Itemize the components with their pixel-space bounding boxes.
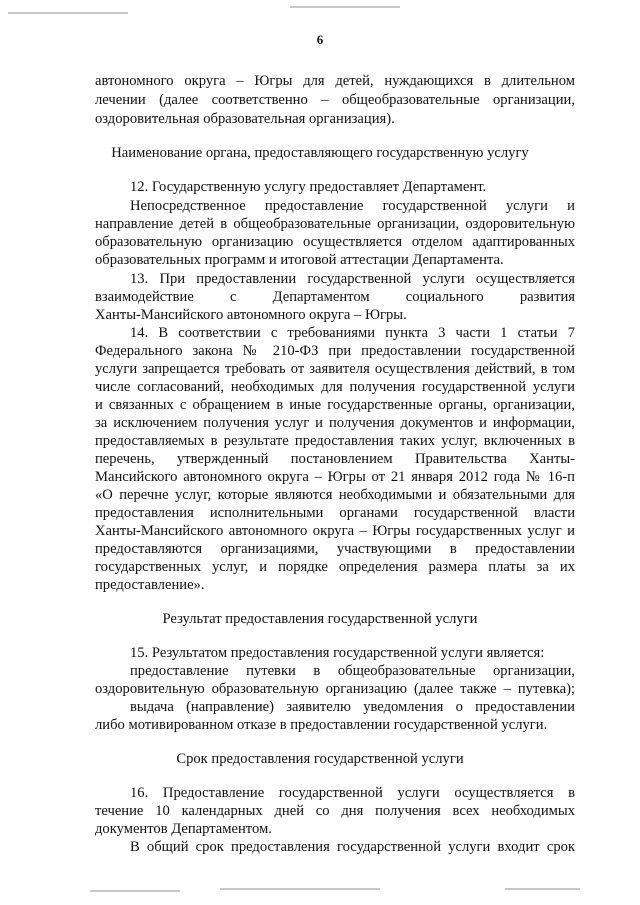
paragraph-line: предоставляются организациями, участвующими в предоставлении (95, 541, 575, 557)
paragraph-line: образовательную организацию осуществляется отделом адаптированных (95, 234, 575, 250)
paragraph-line: течение 10 календарных дней со дня получения всех необходимых (95, 803, 575, 819)
paragraph-line: услуги запрещается требовать от заявителя осуществления действий, в том (95, 361, 575, 377)
paragraph-line: предоставления исполнительными органами государственной власти (95, 505, 575, 521)
paragraph-line: взаимодействие с Департаментом социального развития (95, 289, 575, 305)
section-heading: Наименование органа, предоставляющего государственную услугу (111, 145, 529, 161)
paragraph-line: предоставление». (95, 577, 205, 593)
section-heading: Результат предоставления государственной услуги (162, 611, 478, 627)
paragraph-line: 13. При предоставлении государственной услуги осуществляется (130, 271, 575, 287)
paragraph-line: Ханты-Мансийского автономного округа – Югры. (95, 307, 407, 323)
paragraph-line: 14. В соответствии с требованиями пункта 3 части 1 статьи 7 (130, 325, 575, 341)
paragraph-line: Мансийского автономного округа – Югры от 21 января 2012 года № 16-п (95, 469, 575, 485)
paragraph-line: оздоровительная образовательная организация). (95, 111, 395, 127)
scan-artifact-bottom-center (220, 888, 380, 890)
paragraph-line: предоставляемых в результате предоставления таких услуг, включенных в (95, 433, 575, 449)
paragraph-line: направление детей в общеобразовательные организации, оздоровительную (95, 216, 575, 232)
paragraph-line: за исключением получения услуг и получения документов и информации, (95, 415, 575, 431)
page-number: 6 (316, 32, 324, 47)
paragraph-line: выдача (направление) заявителю уведомления о предоставлении (130, 699, 575, 715)
paragraph-line: лечении (далее соответственно – общеобразовательные организации, (95, 92, 575, 108)
paragraph-line: государственных услуг, и порядке определения размера платы за их (95, 559, 575, 575)
paragraph-line: оздоровительную образовательную организацию (далее также – путевка); (95, 681, 575, 697)
paragraph-line: В общий срок предоставления государственной услуги входит срок (130, 839, 575, 855)
scan-artifact-bottom-left (90, 890, 180, 892)
paragraph-line: числе согласований, необходимых для получения государственной услуги (95, 379, 575, 395)
paragraph-line: 16. Предоставление государственной услуги осуществляется в (130, 785, 575, 801)
scan-artifact-top-center (290, 6, 400, 8)
paragraph-line: Ханты-Мансийского автономного округа – Югры государственных услуг и (95, 523, 575, 539)
paragraph-line: перечень, утвержденный постановлением Правительства Ханты- (95, 451, 575, 467)
paragraph-line: либо мотивированном отказе в предоставлении государственной услуги. (95, 717, 548, 733)
paragraph-line: документов Департаментом. (95, 821, 272, 837)
paragraph-line: Непосредственное предоставление государственной услуги и (130, 198, 575, 214)
paragraph-line: образовательных программ и итоговой аттестации Департамента. (95, 252, 504, 268)
paragraph-line: и связанных с обращением в иные государственные органы, организации, (95, 397, 575, 413)
paragraph-line: автономного округа – Югры для детей, нуждающихся в длительном (95, 73, 575, 89)
section-heading: Срок предоставления государственной услуги (176, 751, 464, 767)
paragraph-line: предоставление путевки в общеобразовательные организации, (130, 663, 575, 679)
scan-artifact-top-left (8, 12, 128, 14)
paragraph-line: «О перечне услуг, которые являются необходимыми и обязательными для (95, 487, 575, 503)
scan-artifact-bottom-right (505, 888, 580, 890)
paragraph-line: 12. Государственную услугу предоставляет Департамент. (130, 179, 487, 195)
paragraph-line: 15. Результатом предоставления государственной услуги является: (130, 645, 545, 661)
paragraph-line: Федерального закона № 210-ФЗ при предоставлении государственной (95, 343, 575, 359)
